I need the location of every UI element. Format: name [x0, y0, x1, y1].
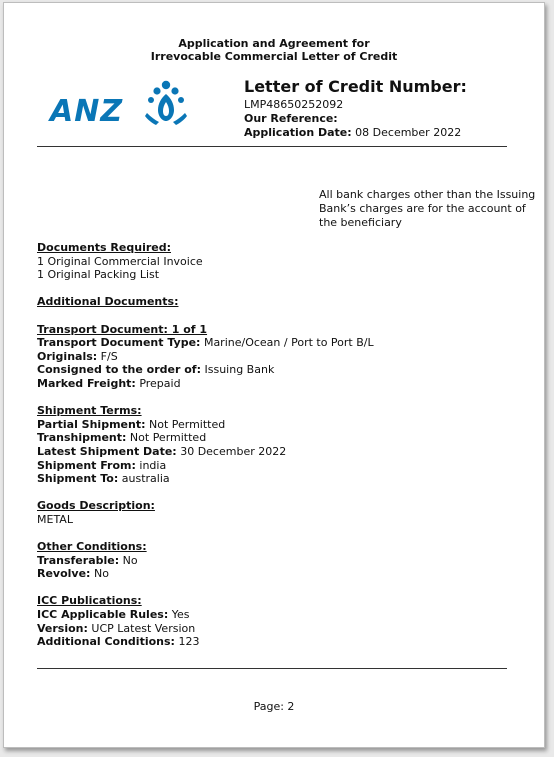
field-value: Not Permitted [129, 431, 207, 445]
field-value: india [139, 458, 167, 472]
section-title: Additional Documents: [37, 295, 179, 309]
field-row [37, 554, 517, 568]
goods-description-value: METAL [37, 512, 73, 526]
field-row [37, 608, 517, 622]
field-row [37, 622, 517, 636]
application-date-label: Application Date: [244, 126, 352, 139]
section-title: Transport Document: 1 of 1 [37, 322, 208, 336]
icc-publications-section [37, 594, 517, 648]
field-value: 123 [178, 635, 200, 649]
title-line-1: Application and Agreement for [178, 37, 370, 50]
bank-charges-note: All bank charges other than the Issuing Bank’s charges are for the account of the beneficiary [319, 188, 536, 229]
field-value: australia [121, 472, 170, 486]
goods-description-section [37, 499, 517, 526]
field-label: Shipment From: [37, 458, 136, 472]
header-divider [37, 146, 507, 147]
field-label: Version: [37, 621, 88, 635]
field-row [37, 635, 517, 649]
section-title: Goods Description: [37, 499, 155, 513]
documents-required-section [37, 241, 517, 282]
transport-document-section [37, 323, 517, 391]
footer-divider [37, 668, 507, 669]
our-reference-label: Our Reference: [244, 112, 338, 125]
field-row [37, 418, 517, 432]
field-label: Originals: [37, 349, 98, 363]
field-value: Prepaid [139, 376, 181, 390]
field-row [37, 377, 517, 391]
anz-logo [48, 75, 190, 129]
field-value: No [93, 567, 109, 581]
field-value: No [122, 553, 138, 567]
field-label: Transhipment: [37, 431, 127, 445]
field-value: 30 December 2022 [180, 444, 287, 458]
field-row [37, 431, 517, 445]
field-label: Revolve: [37, 567, 91, 581]
section-title: Other Conditions: [37, 540, 147, 554]
field-row [37, 567, 517, 581]
application-date-row [244, 126, 467, 140]
section-title: Documents Required: [37, 241, 171, 254]
field-label: Transport Document Type: [37, 336, 201, 350]
field-value: UCP Latest Version [91, 621, 196, 635]
field-label: Transferable: [37, 553, 120, 567]
field-label: ICC Applicable Rules: [37, 608, 169, 622]
title-line-2: Irrevocable Commercial Letter of Credit [150, 50, 398, 63]
field-row [37, 350, 517, 364]
document-page [3, 2, 545, 748]
field-value: Marine/Ocean / Port to Port B/L [203, 336, 374, 350]
field-row [37, 445, 517, 459]
section-title: Shipment Terms: [37, 404, 142, 418]
page-number: Page: 2 [253, 700, 295, 713]
field-label: Partial Shipment: [37, 417, 146, 431]
field-row [37, 336, 517, 350]
our-reference-row [244, 112, 467, 126]
other-conditions-section [37, 540, 517, 581]
field-label: Latest Shipment Date: [37, 444, 177, 458]
document-body [37, 241, 517, 662]
field-value: Issuing Bank [204, 363, 275, 377]
field-value: Yes [171, 608, 190, 622]
list-item: 1 Original Commercial Invoice [37, 254, 203, 268]
logo-wordmark: ANZ [50, 94, 124, 129]
field-row [37, 459, 517, 473]
field-value: Not Permitted [148, 417, 226, 431]
loc-number: LMP48650252092 [244, 98, 344, 111]
section-title: ICC Publications: [37, 594, 142, 608]
list-item: 1 Original Packing List [37, 268, 160, 282]
additional-documents-section [37, 295, 517, 309]
field-label: Consigned to the order of: [37, 363, 201, 377]
field-row [37, 363, 517, 377]
shipment-terms-section [37, 404, 517, 486]
field-label: Marked Freight: [37, 376, 136, 390]
application-date-value: 08 December 2022 [355, 126, 462, 139]
loc-number-heading: Letter of Credit Number: [244, 77, 467, 96]
letter-of-credit-info [244, 76, 467, 140]
document-title [4, 37, 544, 63]
field-label: Additional Conditions: [37, 635, 175, 649]
field-label: Shipment To: [37, 472, 119, 486]
field-row [37, 472, 517, 486]
field-value: F/S [100, 349, 118, 363]
